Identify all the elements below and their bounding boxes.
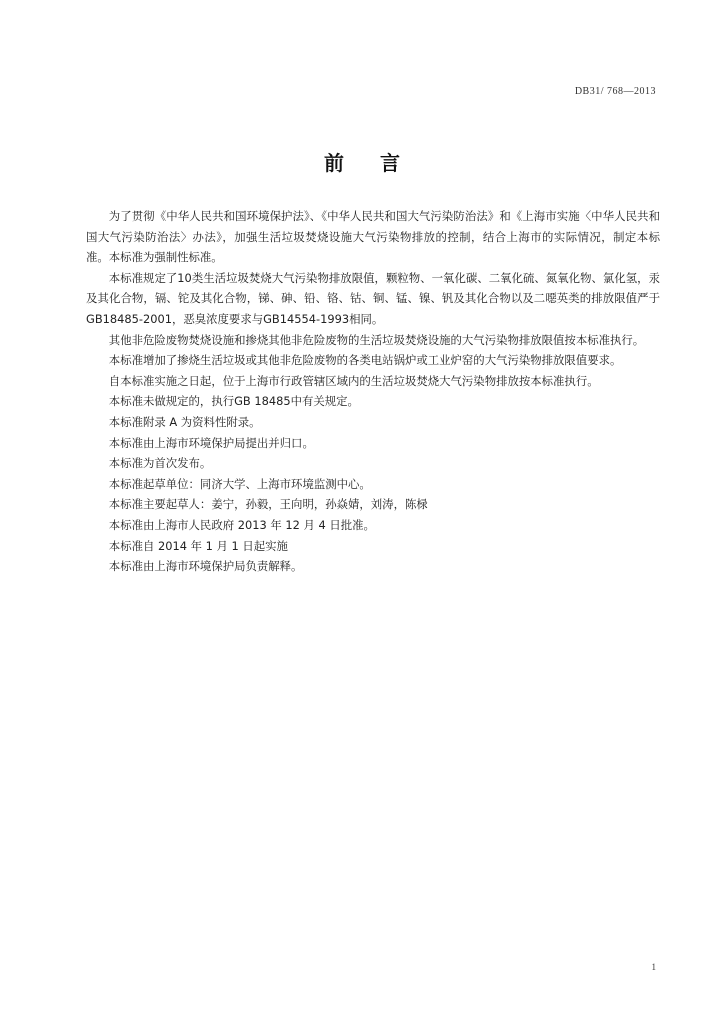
paragraph-limits: 本标准规定了10类生活垃圾焚烧大气污染物排放限值，颗粒物、一氧化碳、二氧化硫、氮氧化物、氯化氢，汞及其化合物，镉、铊及其化合物，锑、砷、铅、铬、钴、铜、锰、镍、钒及其化合物以及二噁英类的排放限值严于GB18485-2001，恶臭浓度要求与GB14554-1993相同。 bbox=[86, 270, 660, 326]
paragraph-appendix: 本标准附录 A 为资料性附录。 bbox=[108, 414, 261, 429]
paragraph-purpose: 为了贯彻《中华人民共和国环境保护法》、《中华人民共和国大气污染防治法》和《上海市实施〈中华人民共和国大气污染防治法〉办法》，加强生活垃圾焚烧设施大气污染物排放的控制，结合上海市的实际情况，制定本标准。本标准为强制性标准。 bbox=[86, 209, 660, 265]
paragraph-effective-scope: 自本标准实施之日起，位于上海市行政管辖区域内的生活垃圾焚烧大气污染物排放按本标准执行。 bbox=[108, 373, 599, 388]
paragraph-co-incineration: 本标准增加了掺烧生活垃圾或其他非危险废物的各类电站锅炉或工业炉窑的大气污染物排放限值要求。 bbox=[108, 353, 622, 368]
paragraph-drafting-units: 本标准起草单位：同济大学、上海市环境监测中心。 bbox=[108, 476, 371, 491]
paragraph-approval: 本标准由上海市人民政府 2013 年 12 月 4 日批准。 bbox=[108, 517, 375, 532]
paragraph-first-release: 本标准为首次发布。 bbox=[108, 456, 212, 471]
paragraph-proposer: 本标准由上海市环境保护局提出并归口。 bbox=[108, 435, 314, 450]
document-code: DB31/ 768—2013 bbox=[574, 86, 656, 97]
foreword-body bbox=[86, 206, 660, 577]
paragraph-interpretation: 本标准由上海市环境保护局负责解释。 bbox=[108, 559, 303, 574]
paragraph-implementation: 本标准自 2014 年 1 月 1 日起实施 bbox=[108, 538, 288, 553]
page-title: 前言 bbox=[324, 151, 436, 175]
page-number: 1 bbox=[651, 962, 656, 972]
paragraph-drafters: 本标准主要起草人：姜宁，孙毅，王向明，孙焱婧，刘涛，陈椂 bbox=[108, 497, 428, 512]
paragraph-other-facilities: 其他非危险废物焚烧设施和掺烧其他非危险废物的生活垃圾焚烧设施的大气污染物排放限值按本标准执行。 bbox=[108, 332, 645, 347]
paragraph-unspecified: 本标准未做规定的，执行GB 18485中有关规定。 bbox=[108, 394, 359, 409]
